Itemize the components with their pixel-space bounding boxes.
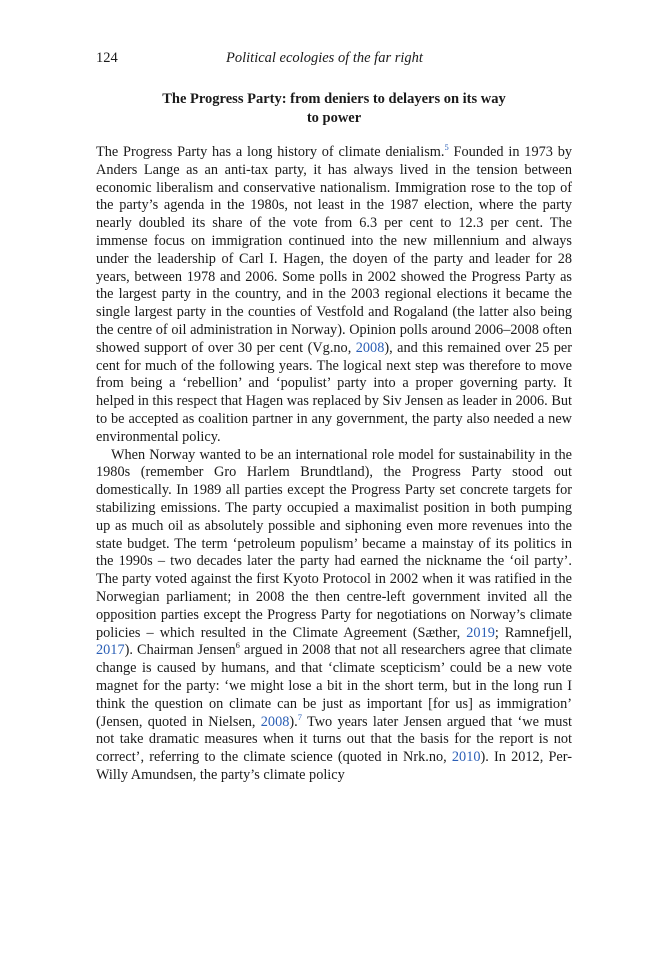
- body-text: [96, 144, 572, 785]
- page-number: 124: [96, 50, 118, 66]
- citation-link-nrk-2010[interactable]: 2010: [451, 749, 481, 766]
- text-run: Two years later Jensen argued that ‘we must not take dramatic measures when it turns out that the basis for the report is not correct’, referring to the climate science (quoted in Nrk.no,: [96, 713, 572, 766]
- citation-link-ramnefjell-2017[interactable]: 2017: [96, 642, 125, 659]
- footnote-ref-5[interactable]: 5: [444, 142, 449, 152]
- text-run: argued in 2008 that not all researchers agree that climate change is caused by humans, and that ‘climate scepticism’ could be a new vote magnet for the party: ‘we might lose a bit in the short term, but in the long run I think the question on climate can be just as important [for us] as immigration’ (Jensen, quoted in Nielsen,: [96, 642, 573, 730]
- text-run: ). In 2012, Per-Willy Amundsen, the party’s climate policy: [96, 749, 573, 783]
- text-run: ).: [289, 713, 298, 730]
- footnote-ref-7[interactable]: 7: [297, 711, 302, 722]
- text-run: The Progress Party has a long history of climate denialism.: [96, 144, 445, 160]
- section-title-line-1: The Progress Party: from deniers to delayers on its way: [162, 91, 506, 107]
- section-title: [96, 90, 572, 128]
- footnote-ref-6[interactable]: 6: [235, 640, 240, 651]
- paragraph-1: [96, 144, 572, 447]
- text-run: ; Ramnefjell,: [494, 624, 572, 641]
- paragraph-2: [96, 447, 572, 785]
- text-run: When Norway wanted to be an international role model for sustainability in the 1980s (remember Gro Harlem Brundtland), the Progress Party stood out domestically. In 1989 all parties except the Progress Party set concrete targets for stabilizing emissions. The party occupied a maximalist position in both pumping up as much oil as absolutely possible and siphoning even more revenues into the state budget. The term ‘petroleum populism’ became a mainstay of its politics in the 1990s – two decades later the party had earned the nickname the ‘oil party’. The party voted against the first Kyoto Protocol in 2002 when it was ratified in the Norwegian parliament; in 2008 the then centre-left government invited all the opposition parties except the Progress Party for negotiations on Norway’s climate policies – which resulted in the Climate Agreement (Sæther,: [96, 446, 572, 641]
- section-title-line-2: to power: [306, 110, 362, 126]
- citation-link-nielsen-2008[interactable]: 2008: [260, 713, 290, 730]
- citation-link-saether-2019[interactable]: 2019: [466, 624, 495, 641]
- text-run: ), and this remained over 25 per cent for much of the following years. The logical next step was therefore to move from being a ‘rebellion’ and ‘populist’ party into a proper governing party. It helped in this respect that Hagen was replaced by Siv Jensen as leader in 2006. But to be accepted as coalition partner in any government, the party also needed a new environmental policy.: [96, 339, 572, 445]
- text-run: ). Chairman Jensen: [124, 642, 236, 659]
- page-header: [96, 50, 572, 70]
- text-run: Founded in 1973 by Anders Lange as an anti-tax party, it has always lived in the tension between economic liberalism and conservative nationalism. Immigration rose to the top of the party’s agenda in the 1980s, not least in the 1987 election, where the party nearly doubled its share of the vote from 6.3 per cent to 12.3 per cent. The immense focus on immigration continued into the new millennium and always under the leadership of Carl I. Hagen, the doyen of the party and leader for 28 years, between 1978 and 2006. Some polls in 2002 showed the Progress Party as the largest party in the country, and in the 2003 regional elections it became the single largest party in the counties of Vestfold and Rogaland (the latter also being the centre of oil administration in Norway). Opinion polls around 2006–2008 often showed support of over 30 per cent (Vg.no,: [96, 144, 572, 356]
- running-title: Political ecologies of the far right: [226, 50, 423, 66]
- citation-link-vg-2008[interactable]: 2008: [355, 339, 385, 356]
